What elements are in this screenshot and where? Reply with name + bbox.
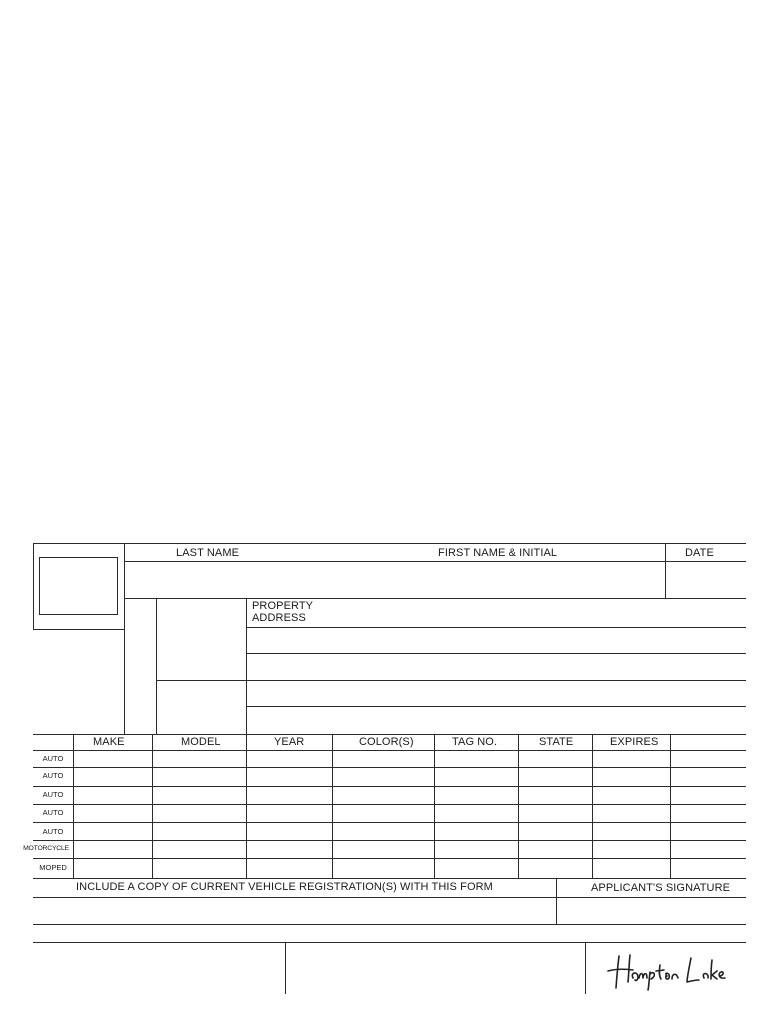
row-label-auto: AUTO xyxy=(42,827,64,836)
column-header-tag-no: TAG NO. xyxy=(452,736,498,748)
divider xyxy=(124,543,746,544)
divider xyxy=(33,822,746,823)
hampton-lake-logo xyxy=(605,950,730,992)
divider xyxy=(434,734,435,878)
divider xyxy=(665,543,666,598)
address-field[interactable] xyxy=(248,655,745,679)
address-field[interactable] xyxy=(248,708,745,732)
row-label-auto: AUTO xyxy=(42,808,64,817)
divider xyxy=(33,942,746,943)
column-header-make: MAKE xyxy=(93,736,125,748)
divider xyxy=(592,734,593,878)
divider xyxy=(33,767,746,768)
row-label-auto: AUTO xyxy=(42,754,64,763)
first-name-label: FIRST NAME & INITIAL xyxy=(438,547,558,559)
date-field[interactable] xyxy=(667,563,745,596)
divider xyxy=(33,924,746,925)
divider xyxy=(33,804,746,805)
divider xyxy=(33,840,746,841)
divider xyxy=(285,942,286,994)
divider xyxy=(73,734,74,878)
address-field[interactable] xyxy=(248,629,745,652)
divider xyxy=(246,598,247,734)
divider xyxy=(124,561,746,562)
row-label-motorcycle: MOTORCYCLE xyxy=(23,845,69,852)
divider xyxy=(246,734,247,878)
divider xyxy=(33,734,746,735)
row-label-auto: AUTO xyxy=(42,771,64,780)
signature-label: APPLICANT'S SIGNATURE xyxy=(591,882,731,894)
divider xyxy=(556,878,557,924)
divider xyxy=(33,897,746,898)
row-label-auto: AUTO xyxy=(42,790,64,799)
photo-frame xyxy=(39,557,118,615)
column-header-colors: COLOR(S) xyxy=(359,736,414,748)
divider xyxy=(585,942,586,994)
column-header-expires: EXPIRES xyxy=(610,736,659,748)
divider xyxy=(156,598,157,734)
last-name-label: LAST NAME xyxy=(176,547,240,559)
divider xyxy=(33,750,746,751)
divider xyxy=(33,858,746,859)
row-label-moped: MOPED xyxy=(39,863,67,872)
divider xyxy=(33,786,746,787)
divider xyxy=(124,598,746,599)
divider xyxy=(518,734,519,878)
divider xyxy=(246,653,746,654)
signature-field[interactable] xyxy=(558,899,745,923)
divider xyxy=(246,706,746,707)
property-address-label-line1: PROPERTY xyxy=(252,600,314,612)
column-header-year: YEAR xyxy=(274,736,305,748)
divider xyxy=(670,734,671,878)
divider xyxy=(33,878,746,879)
divider xyxy=(124,598,125,734)
name-field[interactable] xyxy=(126,563,663,596)
column-header-state: STATE xyxy=(539,736,574,748)
column-header-model: MODEL xyxy=(181,736,221,748)
divider xyxy=(156,680,746,681)
date-label: DATE xyxy=(685,547,714,559)
registration-note: INCLUDE A COPY OF CURRENT VEHICLE REGISTRATION(S) WITH THIS FORM xyxy=(76,881,493,893)
property-address-label-line2: ADDRESS xyxy=(252,612,306,624)
address-field[interactable] xyxy=(248,682,745,705)
divider xyxy=(246,627,746,628)
divider xyxy=(332,734,333,878)
divider xyxy=(152,734,153,878)
